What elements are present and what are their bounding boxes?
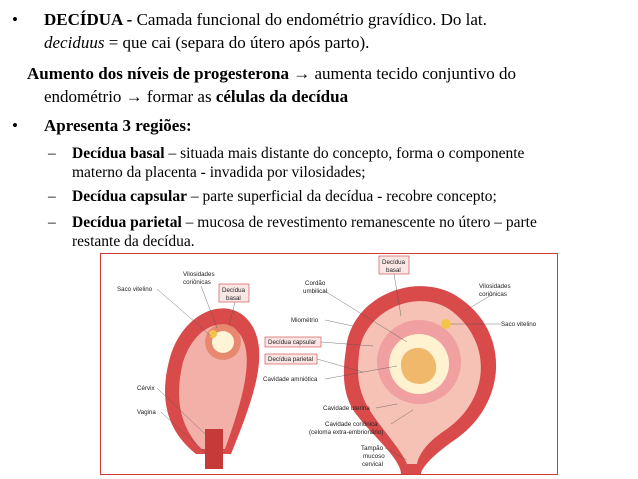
progesterona-line2 (44, 87, 348, 107)
label-vilosidades-left-2: coriônicas (183, 279, 211, 286)
label-celoma: (celoma extra-embrionário) (309, 429, 384, 436)
label-vilosidades-right-2: coriônicas (479, 291, 507, 298)
label-decidua-basal-right-2: basal (386, 267, 401, 274)
region-name: Decídua basal (72, 145, 165, 162)
label-cavidade-corionica: Cavidade coriônica (325, 421, 378, 428)
label-cervix: Cérvix (137, 385, 155, 392)
label-miometrio: Miométrio (291, 317, 319, 324)
label-vilosidades-left: Vilosidades (183, 271, 215, 278)
label-decidua-parietal: Decídua parietal (268, 356, 314, 363)
region-basal-line2: materno da placenta - invadida por vilosidades; (72, 164, 366, 181)
label-vilosidades-right: Vilosidades (479, 283, 511, 290)
bullet-dot: • (12, 10, 18, 29)
celulas-decidua: células da decídua (215, 87, 349, 106)
label-cavidade-amniotica: Cavidade amniótica (263, 376, 318, 383)
label-decidua-basal-right: Decídua (382, 259, 406, 266)
regioes-title: Apresenta 3 regiões: (44, 116, 192, 135)
bullet-dot: • (12, 116, 18, 135)
regioes-heading (44, 116, 192, 136)
decidua-definition: Camada funcional do endométrio gravídico. Do lat. (132, 10, 487, 29)
label-tampao-3: cervical (362, 461, 383, 468)
region-basal-line1 (72, 144, 524, 163)
region-desc: – parte superficial da decídua - recobre concepto; (186, 188, 497, 205)
label-decidua-basal-left-2: basal (226, 295, 241, 302)
latin-word: deciduus (44, 33, 105, 52)
progesterona-line1 (27, 64, 516, 84)
early-uterus (165, 308, 259, 469)
region-name: Decídua capsular (72, 188, 187, 205)
label-decidua-basal-left: Decídua (222, 287, 246, 294)
label-cordao-2: umbilical (303, 288, 328, 295)
label-cordao: Cordão (305, 280, 326, 287)
label-decidua-capsular: Decídua capsular (268, 339, 317, 346)
latin-meaning: = que cai (separa do útero após parto). (104, 33, 370, 52)
region-capsular-line1 (72, 187, 497, 206)
label-saco-vitelino-right: Saco vitelino (501, 321, 537, 328)
label-cavidade-uterina: Cavidade uterina (323, 405, 370, 412)
dash: – (48, 214, 56, 231)
region-desc: – situada mais distante do concepto, forma o componente (164, 145, 525, 162)
region-name: Decídua parietal (72, 214, 182, 231)
uterus-illustration (100, 253, 558, 475)
decidua-title: DECÍDUA - (44, 10, 133, 29)
region-parietal-line1 (72, 213, 537, 232)
label-vagina: Vagina (137, 409, 156, 416)
region-parietal-line2: restante da decídua. (72, 233, 195, 250)
progesterona-text2: endométrio → formar as (44, 87, 216, 106)
label-saco-vitelino-left: Saco vitelino (117, 286, 153, 293)
label-tampao-2: mucoso (363, 453, 385, 460)
dash: – (48, 188, 56, 205)
dash: – (48, 145, 56, 162)
progesterona-text: → aumenta tecido conjuntivo do (288, 64, 517, 83)
region-desc: – mucosa de revestimento remanescente no útero – parte (181, 214, 537, 231)
progesterona-bold: Aumento dos níveis de progesterona (27, 64, 289, 83)
bullet-decidua-line1 (44, 10, 487, 30)
label-tampao: Tampão (361, 445, 384, 452)
uterus-diagram (101, 254, 557, 474)
bullet-decidua-line2 (44, 33, 369, 53)
